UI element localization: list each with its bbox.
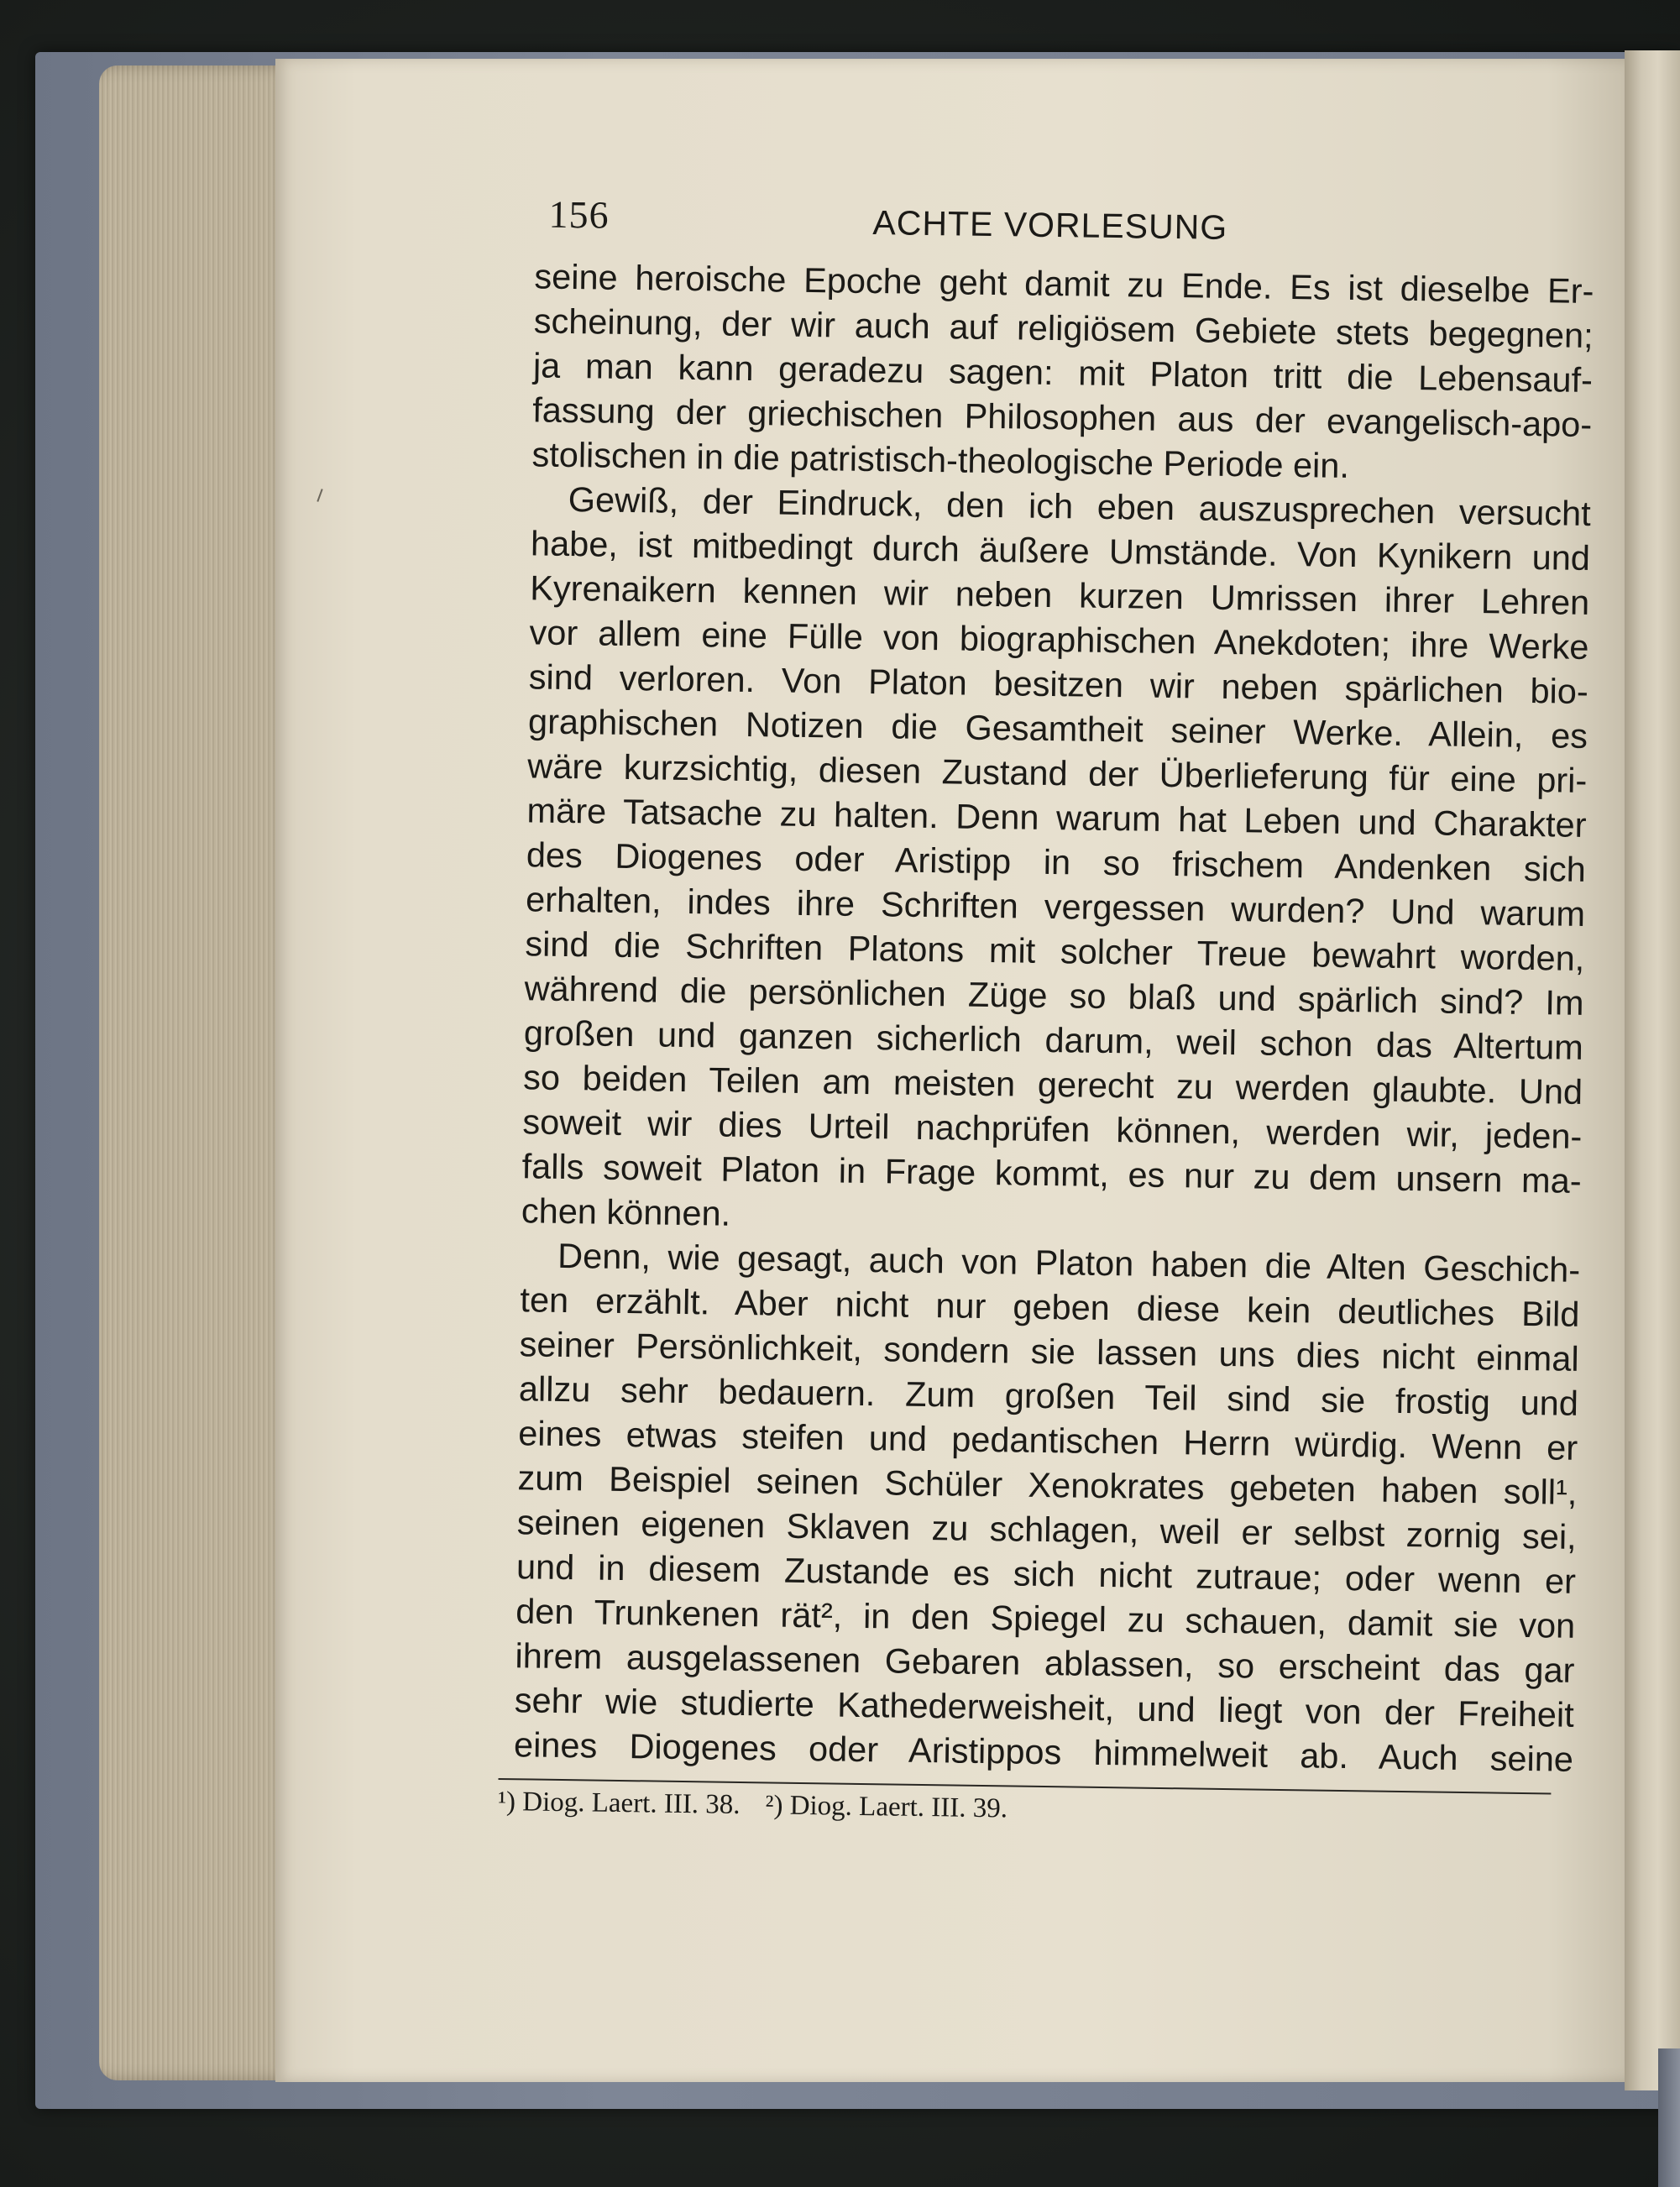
- text-line: seiner Persönlichkeit, sondern sie lassen uns dies nicht einmal: [519, 1324, 1579, 1379]
- text-line: chen können.: [521, 1190, 731, 1233]
- text-line: seine heroische Epoche geht damit zu Ende. Es ist dieselbe Er-: [534, 256, 1594, 311]
- text-line: zum Beispiel seinen Schüler Xenokrates gebeten haben soll¹,: [517, 1457, 1578, 1512]
- binding-strip: [1658, 2048, 1680, 2187]
- text-line: Denn, wie gesagt, auch von Platon haben die Alten Geschich-: [557, 1235, 1581, 1290]
- text-line: seinen eigenen Sklaven zu schlagen, weil er selbst zornig sei,: [516, 1502, 1577, 1557]
- page-edges: [99, 65, 294, 2080]
- paragraph: [521, 476, 1591, 1248]
- text-line: während die persönlichen Züge so blaß und spärlich sind? Im: [524, 968, 1584, 1023]
- text-line: sind die Schriften Platons mit solcher Treue bewahrt worden,: [525, 923, 1585, 978]
- book-gutter: [1625, 50, 1680, 2090]
- page-number: 156: [548, 192, 610, 237]
- text-line: soweit wir dies Urteil nachprüfen können, werden wir, jeden-: [522, 1101, 1583, 1156]
- footnote: ²) Diog. Laert. III. 39.: [765, 1790, 1008, 1824]
- text-line: ten erzählt. Aber nicht nur geben diese kein deutliches Bild: [520, 1279, 1580, 1334]
- text-line: allzu sehr bedauern. Zum großen Teil sind sie frostig und: [518, 1368, 1579, 1423]
- running-title: ACHTE VORLESUNG: [872, 203, 1228, 247]
- text-line: erhalten, indes ihre Schriften vergessen wurden? Und warum: [525, 879, 1586, 934]
- text-line: stolischen in die patristisch-theologische Periode ein.: [531, 434, 1350, 485]
- text-line: ihrem ausgelassenen Gebaren ablassen, so erscheint das gar: [515, 1635, 1575, 1690]
- paragraph: [531, 254, 1594, 491]
- text-line: des Diogenes oder Aristipp in so frischem Andenken sich: [526, 835, 1587, 889]
- text-line: und in diesem Zustande es sich nicht zutraue; oder wenn er: [516, 1546, 1577, 1601]
- text-line: Kyrenaikern kennen wir neben kurzen Umrissen ihrer Lehren: [530, 568, 1590, 622]
- text-line: ja man kann geradezu sagen: mit Platon tritt die Lebensauf-: [532, 345, 1594, 400]
- text-line: falls soweit Platon in Frage kommt, es nur zu dem unsern ma-: [521, 1146, 1582, 1201]
- text-line: großen und ganzen sicherlich darum, weil schon das Altertum: [523, 1012, 1584, 1067]
- text-line: den Trunkenen rät², in den Spiegel zu schauen, damit sie von: [515, 1591, 1576, 1645]
- text-line: eines etwas steifen und pedantischen Herrn würdig. Wenn er: [517, 1413, 1578, 1468]
- footnote: ¹) Diog. Laert. III. 38.: [497, 1786, 741, 1820]
- body-text: [490, 254, 1594, 1782]
- text-line: wäre kurzsichtig, diesen Zustand der Überlieferung für eine pri-: [527, 746, 1588, 800]
- text-line: Gewiß, der Eindruck, den ich eben auszusprechen versucht: [568, 479, 1592, 533]
- text-line: eines Diogenes oder Aristippos himmelweit ab. Auch seine: [513, 1724, 1574, 1779]
- text-line: scheinung, der wir auch auf religiösem Gebiete stets begegnen;: [533, 301, 1594, 355]
- paragraph: [514, 1232, 1581, 1782]
- page-text: [489, 186, 1604, 1835]
- text-line: habe, ist mitbedingt durch äußere Umstände. Von Kynikern und: [530, 523, 1591, 578]
- text-line: so beiden Teilen am meisten gerecht zu werden glaubte. Und: [522, 1057, 1583, 1112]
- text-line: fassung der griechischen Philosophen aus der evangelisch-apo-: [531, 390, 1593, 444]
- text-line: graphischen Notizen die Gesamtheit seiner Werke. Allein, es: [527, 701, 1588, 756]
- text-line: sehr wie studierte Kathederweisheit, und liegt von der Freiheit: [514, 1680, 1575, 1734]
- text-line: vor allem eine Fülle von biographischen Anekdoten; ihre Werke: [529, 612, 1589, 667]
- text-line: sind verloren. Von Platon besitzen wir neben spärlichen bio-: [528, 657, 1589, 711]
- text-line: märe Tatsache zu halten. Denn warum hat Leben und Charakter: [526, 790, 1587, 845]
